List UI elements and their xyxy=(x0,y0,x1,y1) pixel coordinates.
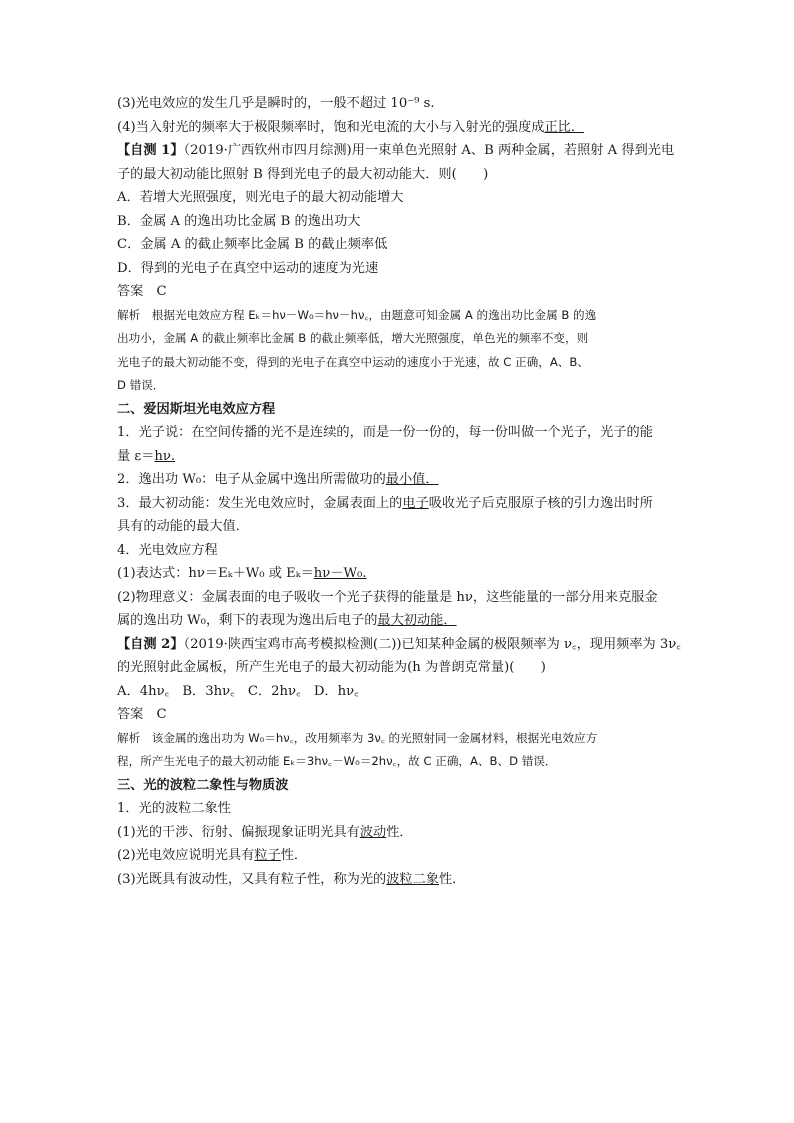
fill-in-answer: 最小值． xyxy=(385,472,439,487)
text: 三、光的波粒二象性与物质波 xyxy=(117,777,289,793)
text: 光电子的最大初动能不变，得到的光电子在真空中运动的速度小于光速，故 C 正确，A、B、 xyxy=(117,354,589,369)
fill-in-answer: hν. xyxy=(154,448,176,464)
text: B．金属 A 的逸出功比金属 B 的逸出功大 xyxy=(117,213,361,229)
text-line xyxy=(117,797,682,821)
text: 子的最大初动能比照射 B 得到光电子的最大初动能大．则( ) xyxy=(117,166,489,182)
text: （2019·陕西宝鸡市高考模拟检测(二))已知某种金属的极限频率为 ν꜀，现用频率为 3ν꜀ xyxy=(183,636,681,652)
fill-in-answer: 电子 xyxy=(402,495,429,511)
text-line xyxy=(117,515,682,539)
answer-line xyxy=(117,280,682,304)
text: C．金属 A 的截止频率比金属 B 的截止频率低 xyxy=(117,237,388,252)
text: 答案 C xyxy=(117,707,167,722)
fill-in-answer: 正比． xyxy=(544,119,585,135)
text: 1．光子说：在空间传播的光不是连续的，而是一份一份的，每一份叫做一个光子，光子的能 xyxy=(117,425,653,440)
text: 性． xyxy=(386,824,413,840)
text: A．若增大光照强度，则光电子的最大初动能增大 xyxy=(117,190,404,205)
text: (3)光电效应的发生几乎是瞬时的，一般不超过 10⁻⁹ s. xyxy=(117,96,435,111)
exercise-2-title xyxy=(117,633,682,657)
text-line xyxy=(117,868,682,892)
explanation-line xyxy=(117,374,682,398)
fill-in-answer: 粒子 xyxy=(254,848,281,863)
section-heading xyxy=(117,774,682,798)
explanation-line xyxy=(117,351,682,375)
fill-in-answer: 波粒二象 xyxy=(386,871,439,887)
text: (2)物理意义：金属表面的电子吸收一个光子获得的能量是 hν，这些能量的一部分用来克服金 xyxy=(117,589,658,605)
text: D．得到的光电子在真空中运动的速度为光速 xyxy=(117,260,379,276)
text-line xyxy=(117,492,682,516)
text-line xyxy=(117,468,682,492)
text-line xyxy=(117,562,682,586)
text: 具有的动能的最大值． xyxy=(117,519,249,534)
text: 性． xyxy=(280,848,308,863)
choice-a xyxy=(117,186,682,210)
explanation-line xyxy=(117,327,682,351)
text: 二、爱因斯坦光电效应方程 xyxy=(117,401,276,417)
text-line xyxy=(117,421,682,445)
text-line xyxy=(117,539,682,563)
answer-line xyxy=(117,703,682,727)
text: 程，所产生光电子的最大初动能 Eₖ＝3hν꜀－W₀＝2hν꜀，故 C 正确，A、B、D 错误． xyxy=(117,754,557,768)
text-line xyxy=(117,609,682,633)
choice-d xyxy=(117,257,682,281)
text: (1)光的干涉、衍射、偏振现象证明光具有 xyxy=(117,824,360,840)
text: 性． xyxy=(439,871,466,887)
text: D 错误． xyxy=(117,378,165,392)
fill-in-answer: 波动 xyxy=(359,824,387,840)
exercise-tag: 【自测 2】 xyxy=(117,636,184,652)
text-line xyxy=(117,586,682,610)
text: 答案 C xyxy=(117,284,167,299)
text: 解析 该金属的逸出功为 W₀＝hν꜀，改用频率为 3ν꜀ 的光照射同一金属材料，根据光电效应方 xyxy=(117,730,598,745)
choice-b xyxy=(117,210,682,234)
text-line xyxy=(117,656,682,680)
text: (3)光既具有波动性，又具有粒子性，称为光的 xyxy=(117,871,387,887)
text: 出功小，金属 A 的截止频率比金属 B 的截止频率低，增大光照强度，单色光的频率不变，则 xyxy=(117,331,589,345)
text: 属的逸出功 W₀，剩下的表现为逸出后电子的 xyxy=(117,613,378,628)
exercise-1-title xyxy=(117,139,682,163)
text-line xyxy=(117,92,682,116)
text: 4．光电效应方程 xyxy=(117,542,218,558)
text: 量 ε＝ xyxy=(117,448,155,464)
text: 解析 根据光电效应方程 Eₖ＝hν－W₀＝hν－hν꜀，由题意可知金属 A 的逸出功比金属 B 的逸 xyxy=(117,307,597,322)
text: 2．逸出功 W₀：电子从金属中逸出所需做功的 xyxy=(117,472,386,487)
text-line xyxy=(117,116,682,140)
text-line xyxy=(117,445,682,469)
explanation-line xyxy=(117,304,682,328)
choices-line xyxy=(117,680,682,704)
document-page xyxy=(117,92,682,891)
text: （2019·广西钦州市四月综测)用一束单色光照射 A、B 两种金属，若照射 A 得到光电 xyxy=(183,143,675,158)
text: 吸收光子后克服原子核的引力逸出时所 xyxy=(428,495,653,511)
text: (2)光电效应说明光具有 xyxy=(117,848,255,863)
text: 的光照射此金属板，所产生光电子的最大初动能为(h 为普朗克常量)( ) xyxy=(117,660,546,675)
text: A．4hν꜀ B．3hν꜀ C．2hν꜀ D．hν꜀ xyxy=(117,683,359,699)
text-line xyxy=(117,844,682,868)
text: 3．最大初动能：发生光电效应时，金属表面上的 xyxy=(117,495,403,511)
section-heading xyxy=(117,398,682,422)
text-line xyxy=(117,821,682,845)
explanation-line xyxy=(117,750,682,774)
text: (1)表达式：hν＝Eₖ＋W₀ 或 Eₖ＝ xyxy=(117,566,314,581)
choice-c xyxy=(117,233,682,257)
text: 1．光的波粒二象性 xyxy=(117,801,231,816)
text: (4)当入射光的频率大于极限频率时，饱和光电流的大小与入射光的强度成 xyxy=(117,119,545,135)
text-line xyxy=(117,163,682,187)
fill-in-answer: hν－W₀. xyxy=(313,566,367,581)
fill-in-answer: 最大初动能． xyxy=(377,613,457,628)
exercise-tag: 【自测 1】 xyxy=(117,143,184,158)
explanation-line xyxy=(117,727,682,751)
